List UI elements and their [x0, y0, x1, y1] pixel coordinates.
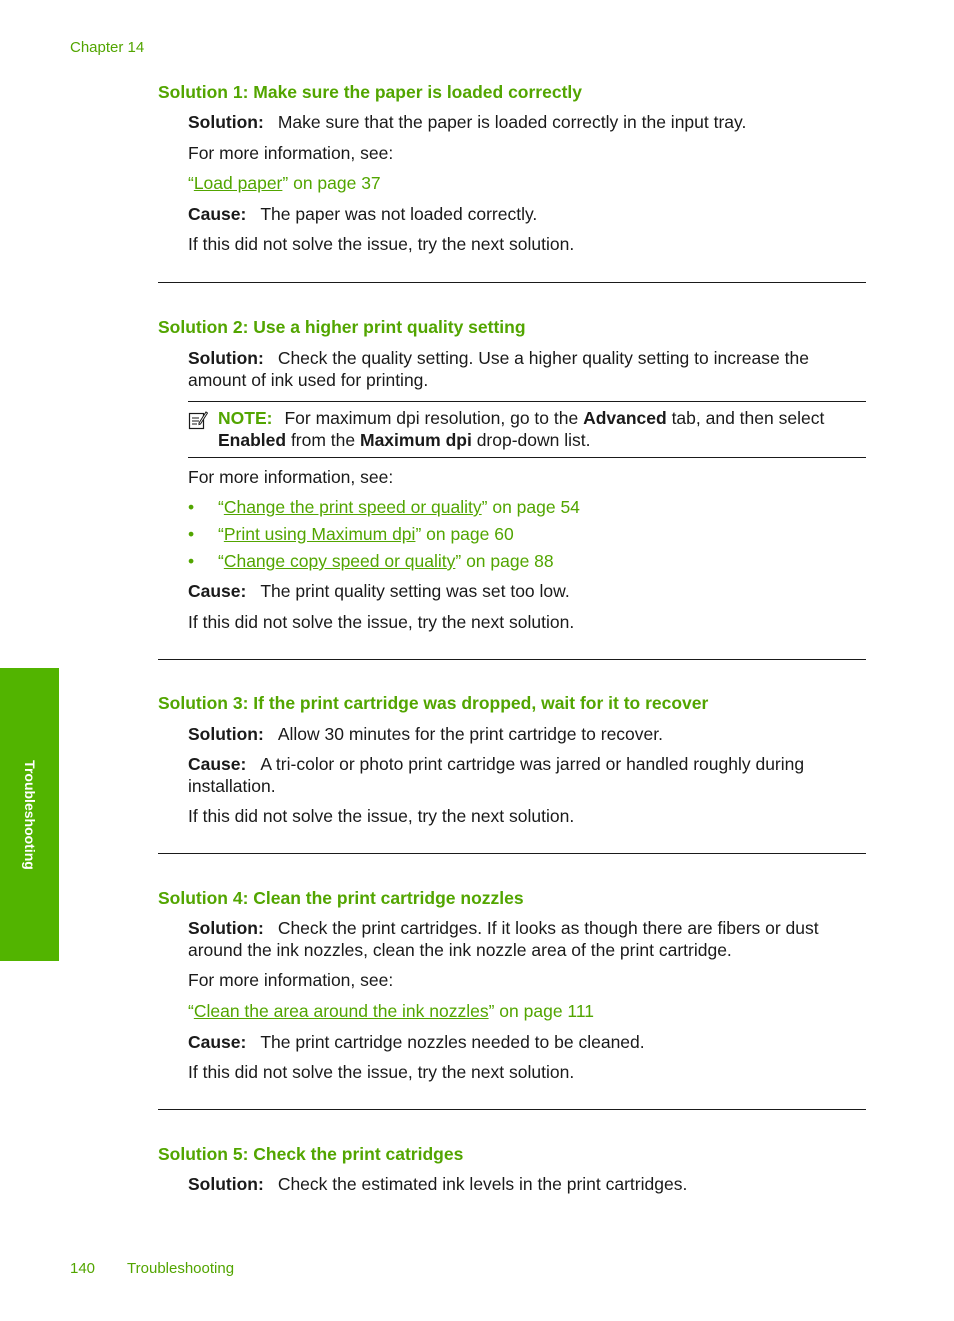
- cause-label: Cause:: [188, 204, 247, 224]
- more-info-text: For more information, see:: [188, 970, 394, 990]
- solution-3-cause: Cause: A tri-color or photo print cartridge was jarred or handled roughly during installation.: [188, 754, 805, 796]
- solution-5-text: Solution: Check the estimated ink levels in the print cartridges.: [188, 1174, 688, 1194]
- next-solution-text: If this did not solve the issue, try the next solution.: [188, 612, 575, 632]
- more-info-text: For more information, see:: [188, 143, 394, 163]
- link-change-print-speed[interactable]: • “Change the print speed or quality” on page 54: [188, 497, 580, 517]
- solution-2-cause: Cause: The print quality setting was set too low.: [188, 581, 570, 601]
- solution-2-body: [188, 347, 866, 633]
- solution-5-heading: Solution 5: Check the print catridges: [158, 1144, 464, 1164]
- cause-label: Cause:: [188, 581, 247, 601]
- solution-3-text: Solution: Allow 30 minutes for the print cartridge to recover.: [188, 724, 663, 744]
- more-info-text: For more information, see:: [188, 467, 394, 487]
- section-divider: [158, 1109, 866, 1110]
- solution-label: Solution:: [188, 918, 264, 938]
- solution-label: Solution:: [188, 724, 264, 744]
- section-divider: [158, 853, 866, 854]
- next-solution-text: If this did not solve the issue, try the next solution.: [188, 234, 575, 254]
- cause-label: Cause:: [188, 754, 247, 774]
- link-load-paper[interactable]: “Load paper” on page 37: [188, 173, 381, 193]
- side-tab-label: Troubleshooting: [21, 759, 38, 870]
- section-divider: [158, 282, 866, 283]
- solution-4-text: Solution: Check the print cartridges. If it looks as though there are fibers or dust around the ink nozzles, clean the ink nozzle area of the print cartridge.: [188, 918, 819, 960]
- page-footer: [70, 1258, 234, 1280]
- next-solution-text: If this did not solve the issue, try the next solution.: [188, 1062, 575, 1082]
- chapter-header: Chapter 14: [70, 39, 145, 56]
- solution-2-link-list: [188, 496, 866, 572]
- solution-4-body: [188, 917, 866, 1083]
- link-print-maximum-dpi[interactable]: • “Print using Maximum dpi” on page 60: [188, 524, 514, 544]
- note-box: NOTE: For maximum dpi resolution, go to the Advanced tab, and then select Enabled from the Maximum dpi drop-down list.: [188, 401, 866, 458]
- cause-label: Cause:: [188, 1032, 247, 1052]
- solution-2-heading: Solution 2: Use a higher print quality setting: [158, 317, 526, 337]
- solution-5-body: [188, 1173, 866, 1195]
- section-divider: [158, 659, 866, 660]
- solution-2-text: Solution: Check the quality setting. Use a higher quality setting to increase the amount of ink used for printing.: [188, 348, 809, 390]
- link-clean-nozzles[interactable]: “Clean the area around the ink nozzles” on page 111: [188, 1001, 595, 1021]
- note-label: NOTE:: [218, 408, 273, 428]
- solution-1-heading: Solution 1: Make sure the paper is loaded correctly: [158, 82, 583, 102]
- solution-label: Solution:: [188, 1174, 264, 1194]
- link-change-copy-speed[interactable]: • “Change copy speed or quality” on page 88: [188, 551, 554, 571]
- side-tab: [0, 668, 59, 961]
- solution-label: Solution:: [188, 112, 264, 132]
- page-content: [158, 81, 866, 1195]
- solution-1-text: Solution: Make sure that the paper is loaded correctly in the input tray.: [188, 112, 747, 132]
- solution-4-cause: Cause: The print cartridge nozzles needed to be cleaned.: [188, 1032, 645, 1052]
- solution-label: Solution:: [188, 348, 264, 368]
- solution-1-cause: Cause: The paper was not loaded correctly.: [188, 204, 538, 224]
- solution-4-heading: Solution 4: Clean the print cartridge nozzles: [158, 888, 524, 908]
- footer-section: Troubleshooting: [127, 1260, 235, 1277]
- solution-3-body: [188, 723, 866, 827]
- next-solution-text: If this did not solve the issue, try the next solution.: [188, 806, 575, 826]
- note-icon: [188, 410, 208, 430]
- solution-1-body: [188, 111, 866, 255]
- page-number: 140: [70, 1260, 96, 1277]
- solution-3-heading: Solution 3: If the print cartridge was dropped, wait for it to recover: [158, 693, 709, 713]
